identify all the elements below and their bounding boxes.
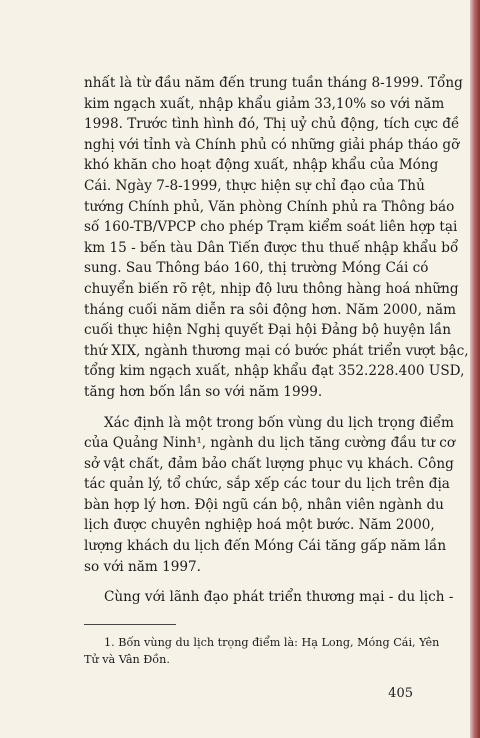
text-line: khó khăn cho hoạt động xuất, nhập khẩu của Móng — [84, 157, 439, 174]
text-line: số 160-TB/VPCP cho phép Trạm kiểm soát liên hợp tại — [84, 219, 458, 236]
text-line: tướng Chính phủ, Văn phòng Chính phủ ra Thông báo — [84, 198, 455, 215]
footnote-line: 1. Bốn vùng du lịch trọng điểm là: Hạ Long, Móng Cái, Yên — [104, 636, 440, 649]
text-line: bàn hợp lý hơn. Đội ngũ cán bộ, nhân viên ngành du — [84, 496, 444, 513]
text-line: tháng cuối năm diễn ra sôi động hơn. Năm 2000, năm — [84, 301, 456, 318]
text-line: sung. Sau Thông báo 160, thị trường Móng Cái có — [84, 260, 429, 277]
text-line: lịch được chuyên nghiệp hoá một bước. Năm 2000, — [84, 517, 435, 534]
body-text — [84, 73, 469, 608]
text-line: 1998. Trước tình hình đó, Thị uỷ chủ động, tích cực đề — [84, 116, 460, 133]
text-line: Xác định là một trong bốn vùng du lịch trọng điểm — [104, 414, 454, 431]
text-line: km 15 - bến tàu Dân Tiến được thu thuế nhập khẩu bổ — [84, 239, 459, 256]
text-line: so với năm 1997. — [84, 558, 202, 575]
paragraph-2 — [84, 413, 456, 578]
text-line: của Quảng Ninh¹, ngành du lịch tăng cường đầu tư cơ — [84, 435, 456, 452]
text-line: tổng kim ngạch xuất, nhập khẩu đạt 352.228.400 USD, — [84, 363, 465, 380]
text-line: tăng hơn bốn lần so với năm 1999. — [84, 383, 323, 400]
text-line: Cái. Ngày 7-8-1999, thực hiện sự chỉ đạo của Thủ — [84, 177, 425, 194]
text-line: thứ XIX, ngành thương mại có bước phát triển vượt bậc, — [84, 342, 469, 359]
footnote-divider — [84, 624, 176, 625]
paragraph-1 — [84, 73, 469, 403]
text-line: kim ngạch xuất, nhập khẩu giảm 33,10% so với năm — [84, 95, 445, 112]
text-line: nhất là từ đầu năm đến trung tuần tháng 8-1999. Tổng — [84, 75, 463, 91]
book-spine-edge — [470, 0, 480, 738]
text-line: Cùng với lãnh đạo phát triển thương mại - du lịch - — [104, 589, 454, 606]
footnote — [84, 634, 440, 668]
text-line: chuyển biến rõ rệt, nhịp độ lưu thông hàng hoá những — [84, 280, 459, 297]
paragraph-3 — [84, 587, 454, 608]
text-line: lượng khách du lịch đến Móng Cái tăng gấp năm lần — [84, 538, 447, 555]
text-line: cuối thực hiện Nghị quyết Đại hội Đảng bộ huyện lần — [84, 322, 451, 339]
text-line: nghị với tỉnh và Chính phủ có những giải pháp tháo gỡ — [84, 136, 460, 153]
text-line: tác quản lý, tổ chức, sắp xếp các tour du lịch trên địa — [84, 476, 450, 493]
text-line: sở vật chất, đảm bảo chất lượng phục vụ khách. Công — [84, 455, 454, 472]
page-number: 405 — [388, 686, 413, 701]
footnote-line: Tử và Vân Đồn. — [84, 653, 170, 666]
